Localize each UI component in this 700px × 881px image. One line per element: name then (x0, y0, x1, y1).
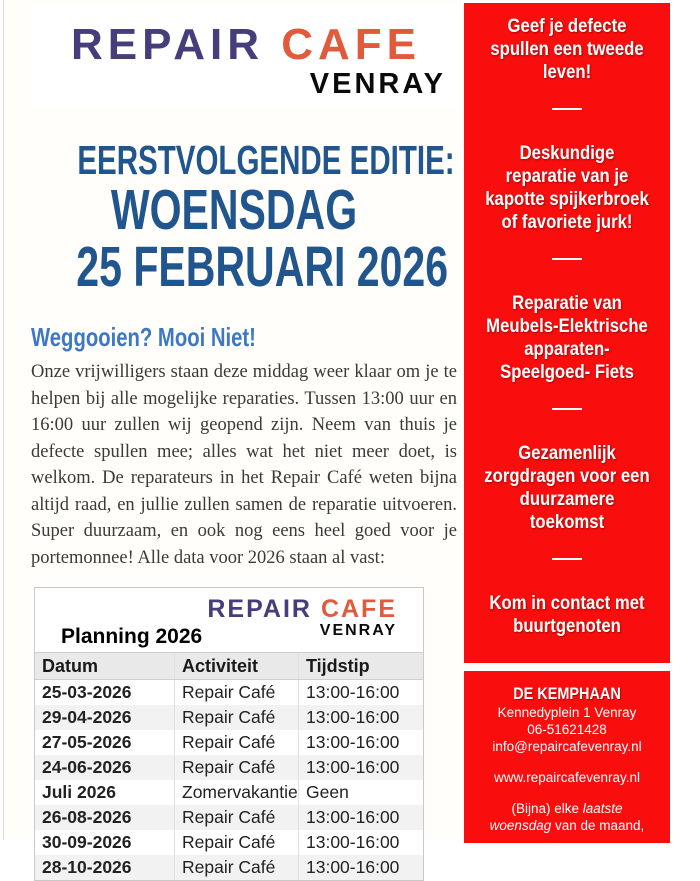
table-row: 24-06-2026 Repair Café 13:00-16:00 (35, 755, 423, 780)
heading-line-3: 25 FEBRUARI 2026 (76, 235, 449, 299)
column-header-datum: Datum (35, 653, 175, 679)
planning-logo-venray: VENRAY (319, 622, 397, 639)
logo-word-cafe: CAFE (281, 20, 421, 69)
divider-line (552, 108, 582, 110)
planning-logo-wordmark: REPAIR CAFE (207, 595, 397, 623)
slogan-sustainable-future: Gezamenlijk zorgdragen voor een duurzamere toekomst (484, 443, 650, 533)
table-row: 28-10-2026 Repair Café 13:00-16:00 (35, 855, 423, 880)
venue-website-link[interactable]: www.repaircafevenray.nl (493, 770, 641, 785)
table-row: 26-08-2026 Repair Café 13:00-16:00 (35, 805, 423, 830)
repair-cafe-logo (32, 6, 460, 106)
logo-word-repair: REPAIR (71, 20, 264, 69)
contact-panel (464, 671, 670, 843)
table-row: 30-09-2026 Repair Café 13:00-16:00 (35, 830, 423, 855)
divider-line (552, 408, 582, 410)
column-header-activiteit: Activiteit (175, 653, 299, 679)
spacer (464, 755, 670, 769)
planning-table-header (35, 588, 423, 652)
planning-logo (207, 596, 397, 639)
heading-line-1: EERSTVOLGENDE EDITIE: (77, 137, 455, 183)
table-header-row (35, 652, 423, 680)
schedule-note-line-1: (Bijna) elke laatste (511, 801, 623, 816)
venue-phone: 06-51621428 (527, 722, 607, 737)
table-row: Juli 2026 Zomervakantie Geen (35, 780, 423, 805)
sidebar-slogans-panel (464, 3, 670, 663)
red-sidebar (464, 3, 670, 843)
schedule-note-line-2: woensdag van de maand, (489, 818, 645, 833)
slogan-meet-neighbours: Kom in contact met buurtgenoten (489, 593, 645, 637)
venue-name: DE KEMPHAAN (513, 684, 621, 703)
intro-paragraph: Onze vrijwilligers staan deze middag weer klaar om je te helpen bij alle mogelijke reparaties. Tussen 13:00 uur en 16:00 uur zullen wij geopend zijn. Neem van thuis je defecte spullen mee; alles wat het niet meer doet, is welkom. De reparateurs in het Repair Café weten bijna altijd raad, en jullie zullen samen de reparatie uitvoeren. Super duurzaam, en ook nog eens heel goed voor je portemonnee! Alle data voor 2026 staan al vast: (31, 362, 457, 568)
divider-line (552, 258, 582, 260)
planning-table (34, 587, 424, 881)
venue-address: Kennedyplein 1 Venray (497, 705, 637, 720)
column-header-tijdstip: Tijdstip (306, 656, 370, 676)
logo-word-venray: VENRAY (309, 68, 446, 100)
heading-line-2: WOENSDAG (110, 178, 358, 242)
planning-title: Planning 2026 (61, 625, 203, 648)
venue-email-link[interactable]: info@repaircafevenray.nl (492, 739, 642, 754)
table-row: 25-03-2026 Repair Café 13:00-16:00 (35, 680, 423, 705)
spacer (464, 786, 670, 800)
table-row: 29-04-2026 Repair Café 13:00-16:00 (35, 705, 423, 730)
slogan-repair-categories: Reparatie van Meubels-Elektrische apparaten- Speelgoed- Fiets (486, 293, 648, 383)
logo-wordmark (32, 22, 460, 68)
table-row: 27-05-2026 Repair Café 13:00-16:00 (35, 730, 423, 755)
slogan-second-life: Geef je defecte spullen een tweede leven! (490, 16, 644, 83)
edition-heading (4, 137, 464, 299)
intro-title: Weggooien? Mooi Niet! (31, 322, 256, 352)
divider-line (552, 558, 582, 560)
slogan-clothing-repair: Deskundige reparatie van je kapotte spijkerbroek of favoriete jurk! (485, 143, 649, 233)
newsletter-main-column (4, 0, 464, 877)
